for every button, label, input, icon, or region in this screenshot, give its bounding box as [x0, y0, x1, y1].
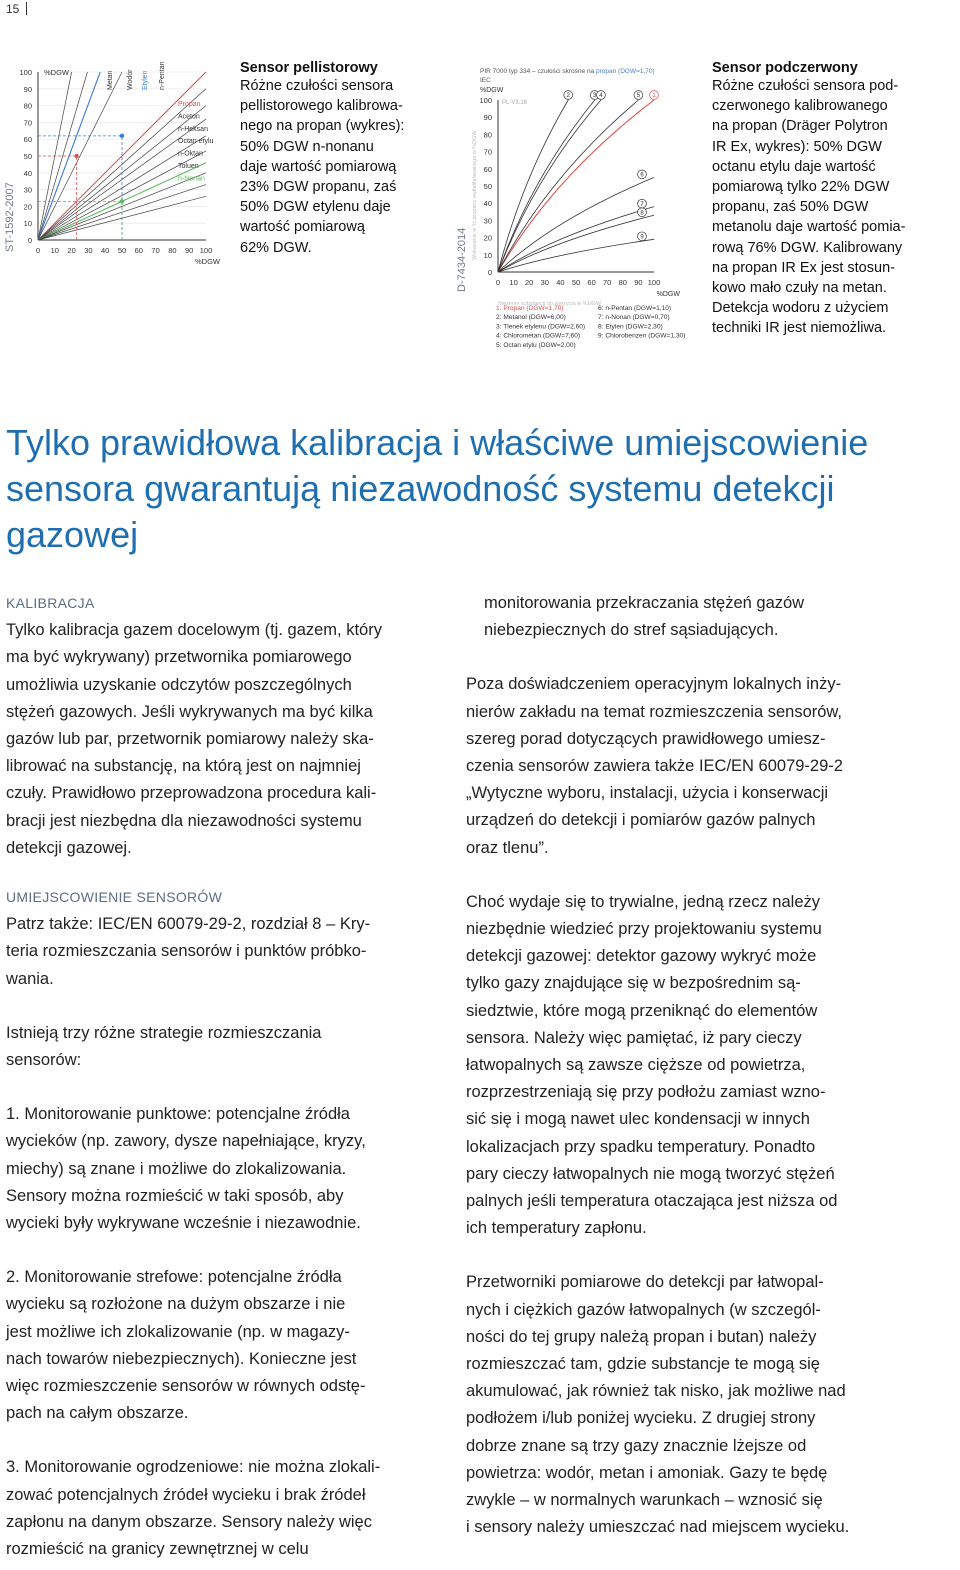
x-axis-label: %DGW [656, 291, 680, 298]
x-tick-label: 100 [647, 278, 661, 287]
y-tick-label: 80 [483, 130, 492, 140]
y-axis-rotated-label: Wskazanie w % propanu wykalibrowanego w %DGW [472, 130, 478, 260]
y-axis-label: %DGW [44, 68, 69, 77]
pl-label: PL-V3.16 [502, 100, 528, 106]
legend-entry: 3: Tlenek etylenu (DGW=2,60) [496, 323, 586, 331]
x-tick-label: 30 [540, 278, 549, 287]
chart-header-gas: propan (DGW=1,70) [596, 68, 655, 75]
series-right-label: Propan [178, 101, 201, 108]
caption-infrared-title: Sensor podczerwony [712, 60, 858, 76]
series-top-label: Etylen [142, 70, 149, 90]
section-title-umiejscowienie: UMIEJSCOWIENIE SENSORÓW [6, 889, 223, 906]
x-tick-label: 20 [67, 246, 76, 255]
y-tick-label: 70 [23, 118, 32, 128]
series-curve [498, 100, 638, 272]
reading-marker [120, 134, 124, 138]
y-tick-label: 60 [483, 164, 492, 174]
left-column [6, 590, 451, 1563]
caption-infrared [712, 60, 952, 339]
section-title-kalibracja: KALIBRACJA [6, 595, 95, 611]
legend-entry: 6: n-Pentan (DGW=1,10) [598, 305, 672, 312]
series-right-label: Aceton [178, 113, 200, 121]
legend-entry: 2: Metanol (DGW=6,00) [496, 314, 566, 322]
y-tick-label: 0 [27, 236, 32, 245]
y-tick-label: 30 [483, 216, 492, 226]
caption-pellistor [240, 60, 450, 258]
y-tick-label: 10 [23, 219, 32, 229]
right-paragraph-3: Przetworniki pomiarowe do detekcji par łatwopal- nych i ciężkich gazów łatwopalnych (w szczegól- ności do tej grupy należą propan i butan) należy rozmieszczać tam, gdzie substancje te mogą się akumulować, jak również tak nisko, jak możliwe nad podłożem i/lub poniżej wycieku. Z drugiej strony dobrze znane są trzy gazy znacznie lżejsze od powietrza: wodór, metan i amoniak. Gazy te będę zwykle – w normalnych warunkach – wznosić się i sensory należy umieszczać nad miejscem wycieku. [466, 1273, 850, 1537]
reading-marker [74, 154, 78, 158]
series-right-label: n-Heksan [178, 125, 208, 133]
figure2-code: D-7434-2014 [456, 227, 468, 292]
y-tick-label: 70 [483, 147, 492, 157]
legend-entry: 8: Etylen (DGW=2,30) [598, 323, 663, 331]
series-id-label: 7 [640, 201, 644, 208]
x-tick-label: 70 [603, 278, 612, 287]
y-tick-label: 50 [23, 152, 32, 161]
x-tick-label: 100 [199, 246, 213, 255]
x-tick-label: 20 [525, 278, 534, 287]
x-tick-label: 0 [495, 278, 501, 287]
infrared-chart [470, 60, 702, 352]
pellistor-chart [14, 58, 230, 272]
y-tick-label: 20 [483, 233, 492, 243]
caption-infrared-text: Różne czułości sensora pod- czerwonego kalibrowanego na propan (Dräger Polytron IR Ex, wykres): 50% DGW octanu etylu daje wartość pomiarową tylko 22% DGW propanu, zaś 50% DGW metanolu daje wartość pomia- rową 76% DGW. Kalibrowany na propan IR Ex jest stosun- kowo mało czuły na metan. Detekcja wodoru z użyciem techniki IR jest niemożliwa. [712, 78, 906, 337]
y-tick-label: 10 [483, 250, 492, 260]
y-tick-label: 60 [23, 135, 32, 145]
series-id-label: 2 [566, 93, 570, 100]
series-id-label: 8 [640, 210, 644, 217]
series-right-label: n-Oktan [178, 150, 203, 158]
y-tick-label: 30 [23, 185, 32, 195]
series-id-label: 6 [640, 172, 644, 179]
headline: Tylko prawidłowa kalibracja i właściwe umiejscowienie sensora gwarantują niezawodność systemu detekcji gazowej [6, 422, 869, 555]
chart-header: PIR 7000 typ 334 – czułości skrośne na [480, 68, 595, 75]
x-tick-label: 60 [587, 278, 596, 287]
legend-entry: 5: Octan etylu (DGW=2,00) [496, 341, 576, 349]
legend-entry: 9: Chlorobenzen (DGW=1,30) [598, 332, 686, 340]
page-number: 15 [6, 2, 20, 16]
series-id-label: 3 [593, 93, 597, 100]
y-tick-label: 20 [23, 202, 32, 212]
caption-pellistor-title: Sensor pellistorowy [240, 60, 378, 76]
right-paragraph-2: Choć wydaje się to trywialne, jedną rzecz należy niezbędnie wiedzieć przy projektowaniu systemu detekcji gazowej: detektor gazowy wykryć może tylko gazy znajdujące się w bezpośrednim są- siedztwie, które mogą przeniknąć do elementów sensora. Należy więc pamiętać, iż pary cieczy łatwopalnych są zawsze cięższe od powietrza, rozprzestrzeniają się przy podłożu zamiast wzno- sić się i mogą nawet ulec kondensacji w innych lokalizacjach przy spadku temperatury. Ponadto pary cieczy łatwopalnych nie mogą tworzyć stężeń palnych jeśli temperatura otaczająca jest niższa od ich temperatury zapłonu. [466, 892, 838, 1238]
x-tick-label: 10 [50, 246, 59, 255]
y-tick-label: 100 [19, 68, 32, 77]
series-right-label: Toluen [178, 163, 199, 170]
y-axis-label: %DGW [480, 87, 504, 94]
x-tick-label: 50 [117, 246, 127, 255]
legend-entry: 1: Propan (DGW=1,70) [496, 305, 564, 312]
right-column [466, 590, 926, 1542]
umiejscowienie-text: Patrz także: IEC/EN 60079-29-2, rozdział 8 – Kry- teria rozmieszczania sensorów i punktów próbko- wania. [6, 915, 371, 988]
series-right-label: Octan etylu [178, 138, 214, 146]
x-tick-label: 90 [634, 278, 643, 287]
series-id-label: 9 [640, 234, 644, 241]
series-curve [498, 215, 654, 272]
series-top-label: n-Pentan [159, 61, 166, 90]
x-axis-label: %DGW [195, 257, 220, 266]
x-tick-label: 30 [84, 246, 93, 255]
y-tick-label: 50 [483, 182, 492, 191]
series-id-label: 4 [599, 93, 603, 100]
page-number-divider [26, 2, 27, 15]
series-id-label: 1 [652, 93, 656, 100]
x-tick-label: 40 [556, 278, 565, 287]
reading-marker [120, 199, 124, 203]
x-axis-caption: Stężenie substancji do wykrycia w %DGW [498, 301, 602, 307]
x-tick-label: 10 [509, 278, 518, 287]
x-tick-label: 80 [618, 278, 627, 287]
y-tick-label: 100 [479, 96, 492, 105]
strategy-item-1: 1. Monitorowanie punktowe: potencjalne źródła wycieków (np. zawory, dysze napełniające, kryzy, miechy) są znane i możliwe do zlokalizowania. Sensory można rozmieścić w taki sposób, aby wycieki były wykrywane wcześnie i niezawodnie. [6, 1105, 366, 1233]
x-tick-label: 90 [185, 246, 194, 255]
strategie-intro: Istnieją trzy różne strategie rozmieszczania sensorów: [6, 1023, 322, 1070]
kalibracja-text: Tylko kalibracja gazem docelowym (tj. gazem, który ma być wykrywany) przetwornika pomiarowego umożliwia uzyskanie odczytów poszczególnych stężeń gazowych. Jeśli wykrywanych ma być kilka gazów lub par, przetwornik pomiarowy należy ska- librować na substancję, na którą jest on najmniej czuły. Prawidłowo przeprowadzona procedura kali- bracji jest niezbędna dla niezawodności systemu detekcji gazowej. [6, 621, 382, 857]
legend-entry: 4: Chlorometan (DGW=7,60) [496, 332, 581, 340]
legend-entry: 7: n-Nonan (DGW=0,70) [598, 314, 670, 322]
y-tick-label: 90 [483, 113, 492, 123]
x-tick-label: 60 [134, 246, 143, 255]
series-top-label: Metan [107, 70, 114, 90]
x-tick-label: 80 [168, 246, 177, 255]
x-tick-label: 70 [151, 246, 160, 255]
x-tick-label: 50 [571, 278, 581, 287]
series-id-label: 5 [636, 93, 641, 100]
y-tick-label: 40 [23, 168, 32, 178]
chart-header-iec: IEC [480, 77, 491, 84]
series-curve [498, 100, 654, 272]
y-tick-label: 0 [487, 268, 492, 277]
y-tick-label: 40 [483, 199, 492, 209]
series-top-label: Wodór [127, 69, 134, 90]
strategy-item-3: 3. Monitorowanie ogrodzeniowe: nie można zlokali- zować potencjalnych źródeł wycieku i brak źródeł zapłonu na danym obszarze. Sensory należy więc rozmieścić na granicy zewnętrznej w celu [6, 1458, 381, 1559]
x-tick-label: 0 [35, 246, 41, 255]
x-tick-label: 40 [101, 246, 110, 255]
right-paragraph-1: Poza doświadczeniem operacyjnym lokalnych inży- nierów zakładu na temat rozmieszczenia sensorów, szereg porad dotyczących prawidłowego umiesz- czenia sensorów zawiera także IEC/EN 60079-29-2 „Wytyczne wyboru, instalacji, użycia i konserwacji urządzeń do detekcji i pomiarów gazów palnych oraz tlenu”. [466, 675, 843, 857]
figure1-code: ST-1592-2007 [4, 182, 16, 252]
strategy-item-2: 2. Monitorowanie strefowe: potencjalne źródła wycieku są rozłożone na dużym obszarze i nie jest możliwe ich zlokalizowanie (np. w magazy- nach towarów niebezpiecznych). Konieczne jest więc rozmieszczenie sensorów w równych odstę- pach na całym obszarze. [6, 1268, 366, 1423]
y-tick-label: 80 [23, 101, 32, 111]
series-curve [498, 239, 654, 272]
series-right-label: n-Nonan [178, 175, 205, 183]
continued-text: monitorowania przekraczania stężeń gazów niebezpiecznych do stref sąsiadujących. [484, 594, 805, 640]
y-tick-label: 90 [23, 84, 32, 94]
caption-pellistor-text: Różne czułości sensora pellistorowego kalibrowa- nego na propan (wykres): 50% DGW n-nonanu daje wartość pomiarową 23% DGW propanu, zaś 50% DGW etylenu daje wartość pomiarową 62% DGW. [240, 78, 405, 256]
